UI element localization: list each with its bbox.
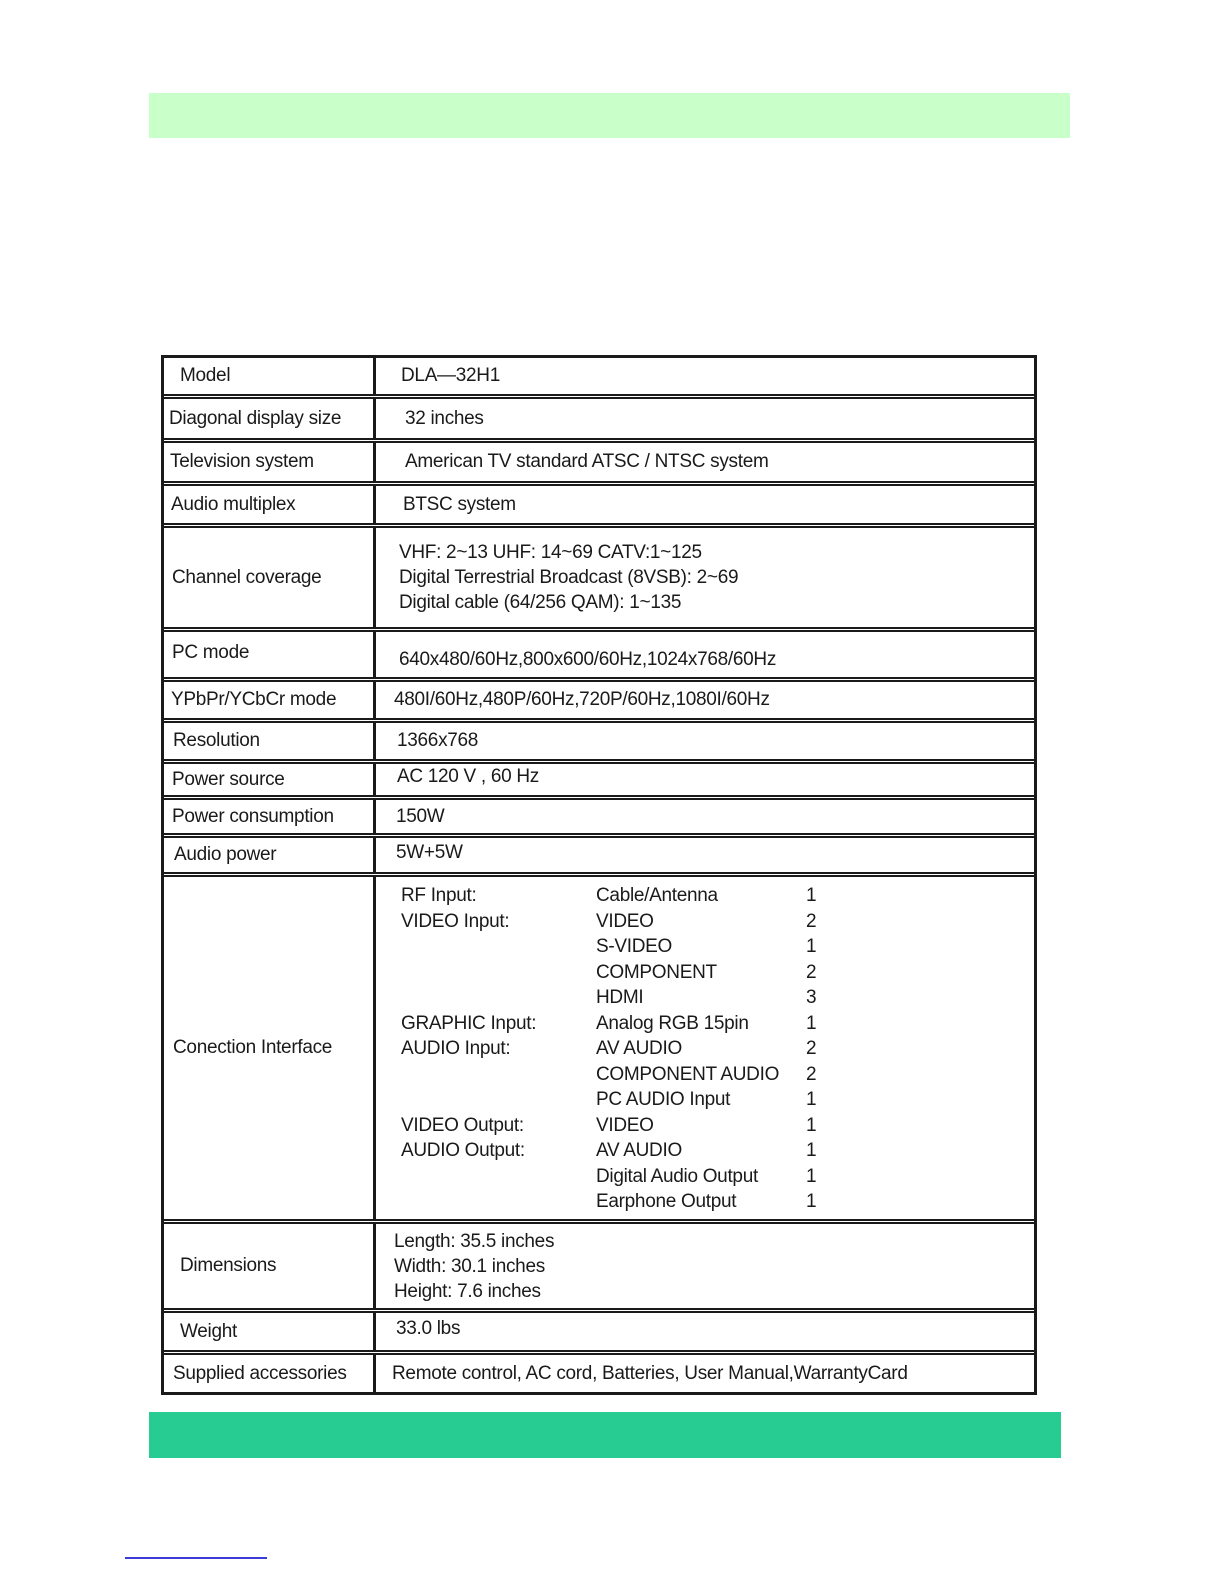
- connection-count: 1: [806, 885, 817, 906]
- spec-label: Weight: [164, 1313, 376, 1350]
- spec-label: YPbPr/YCbCr mode: [164, 682, 376, 718]
- spec-value-line: VHF: 2~13 UHF: 14~69 CATV:1~125: [399, 542, 702, 563]
- connection-count: 2: [806, 961, 817, 983]
- connection-item: Earphone Output: [596, 1191, 737, 1212]
- connection-grid: [401, 885, 846, 1217]
- spec-value: 33.0 lbs: [396, 1318, 461, 1339]
- connection-count: 1: [806, 1114, 817, 1136]
- connection-group: [401, 962, 596, 988]
- connection-item: COMPONENT AUDIO: [596, 1063, 780, 1085]
- spec-label: Audio power: [164, 838, 376, 872]
- spec-value: DLA—32H1: [401, 365, 500, 386]
- spec-label: Channel coverage: [164, 528, 376, 627]
- spec-value: 1366x768: [397, 730, 479, 751]
- spec-label: Diagonal display size: [164, 399, 376, 438]
- connection-count: 1: [806, 1089, 817, 1110]
- spec-label: Resolution: [164, 723, 376, 759]
- spec-value: BTSC system: [403, 493, 516, 515]
- spec-value: Remote control, AC cord, Batteries, User Manual,WarrantyCard: [392, 1362, 908, 1384]
- spec-row-display-size: [164, 394, 1034, 438]
- spec-row-ypbpr-mode: [164, 677, 1034, 718]
- spec-value-line: Length: 35.5 inches: [394, 1230, 555, 1252]
- spec-label: Television system: [164, 443, 376, 481]
- connection-group: [401, 987, 596, 1013]
- connection-group: [401, 936, 596, 962]
- spec-value: 32 inches: [405, 407, 484, 429]
- connection-count: 1: [806, 1165, 817, 1187]
- connection-count: 1: [806, 936, 817, 957]
- connection-count: 1: [806, 1140, 817, 1161]
- footer-link-rule: [125, 1557, 267, 1559]
- spec-value: 480I/60Hz,480P/60Hz,720P/60Hz,1080I/60Hz: [394, 689, 770, 710]
- connection-count: 1: [806, 1191, 817, 1212]
- spec-label: Dimensions: [164, 1224, 376, 1308]
- connection-count: 2: [806, 1063, 817, 1085]
- spec-label: Model: [164, 358, 376, 394]
- spec-row-pc-mode: [164, 627, 1034, 677]
- connection-group: [401, 1191, 596, 1217]
- spec-label: Audio multiplex: [164, 486, 376, 523]
- spec-value-line: Digital cable (64/256 QAM): 1~135: [399, 592, 682, 613]
- connection-group: AUDIO Output:: [401, 1140, 525, 1161]
- spec-label: Power consumption: [164, 800, 376, 833]
- connection-group: GRAPHIC Input:: [401, 1012, 537, 1034]
- connection-item: HDMI: [596, 987, 644, 1008]
- spec-label: Conection Interface: [164, 877, 376, 1219]
- spec-row-audio-power: [164, 833, 1034, 872]
- spec-table: [161, 355, 1037, 1395]
- footer-band: [149, 1412, 1061, 1458]
- spec-row-connection-interface: [164, 872, 1034, 1219]
- connection-item: AV AUDIO: [596, 1038, 682, 1059]
- spec-value: 640x480/60Hz,800x600/60Hz,1024x768/60Hz: [399, 649, 777, 670]
- spec-value: [379, 1224, 1034, 1308]
- connection-group: VIDEO Output:: [401, 1114, 524, 1136]
- connection-item: PC AUDIO Input: [596, 1089, 731, 1110]
- spec-row-accessories: [164, 1350, 1034, 1392]
- connection-item: VIDEO: [596, 910, 654, 932]
- spec-value: American TV standard ATSC / NTSC system: [405, 451, 769, 472]
- spec-value: 5W+5W: [396, 842, 463, 863]
- spec-row-weight: [164, 1308, 1034, 1350]
- spec-row-audio-multiplex: [164, 481, 1034, 523]
- connection-item: Digital Audio Output: [596, 1165, 758, 1187]
- connection-count: 1: [806, 1012, 817, 1034]
- spec-row-model: [164, 358, 1034, 394]
- spec-row-channel-coverage: [164, 523, 1034, 627]
- spec-value-line: Digital Terrestrial Broadcast (8VSB): 2~69: [399, 567, 739, 588]
- spec-label: PC mode: [164, 632, 376, 677]
- spec-row-power-consumption: [164, 795, 1034, 833]
- connection-item: AV AUDIO: [596, 1140, 682, 1161]
- spec-value: [379, 528, 1034, 627]
- connection-item: COMPONENT: [596, 961, 717, 983]
- spec-label: Power source: [164, 764, 376, 795]
- connection-group: [401, 1064, 596, 1090]
- connection-group: [401, 1166, 596, 1192]
- connection-item: VIDEO: [596, 1114, 654, 1136]
- spec-row-power-source: [164, 759, 1034, 795]
- connection-count: 3: [806, 987, 817, 1008]
- connection-group: [401, 1089, 596, 1115]
- spec-row-dimensions: [164, 1219, 1034, 1308]
- spec-row-tv-system: [164, 438, 1034, 481]
- spec-value-line: Height: 7.6 inches: [394, 1280, 541, 1302]
- spec-value-line: Width: 30.1 inches: [394, 1255, 545, 1277]
- connection-group: RF Input:: [401, 885, 477, 906]
- connection-item: Cable/Antenna: [596, 885, 718, 906]
- connection-count: 2: [806, 1038, 817, 1059]
- header-band: [149, 93, 1070, 138]
- connection-group: AUDIO Input:: [401, 1038, 511, 1059]
- connection-count: 2: [806, 910, 817, 932]
- connection-group: VIDEO Input:: [401, 910, 510, 932]
- connection-item: Analog RGB 15pin: [596, 1012, 749, 1034]
- spec-value: 150W: [396, 805, 445, 827]
- spec-label: Supplied accessories: [164, 1355, 376, 1392]
- spec-row-resolution: [164, 718, 1034, 759]
- connection-item: S-VIDEO: [596, 936, 673, 957]
- connection-list: [379, 877, 1034, 1219]
- spec-value: AC 120 V , 60 Hz: [397, 766, 539, 787]
